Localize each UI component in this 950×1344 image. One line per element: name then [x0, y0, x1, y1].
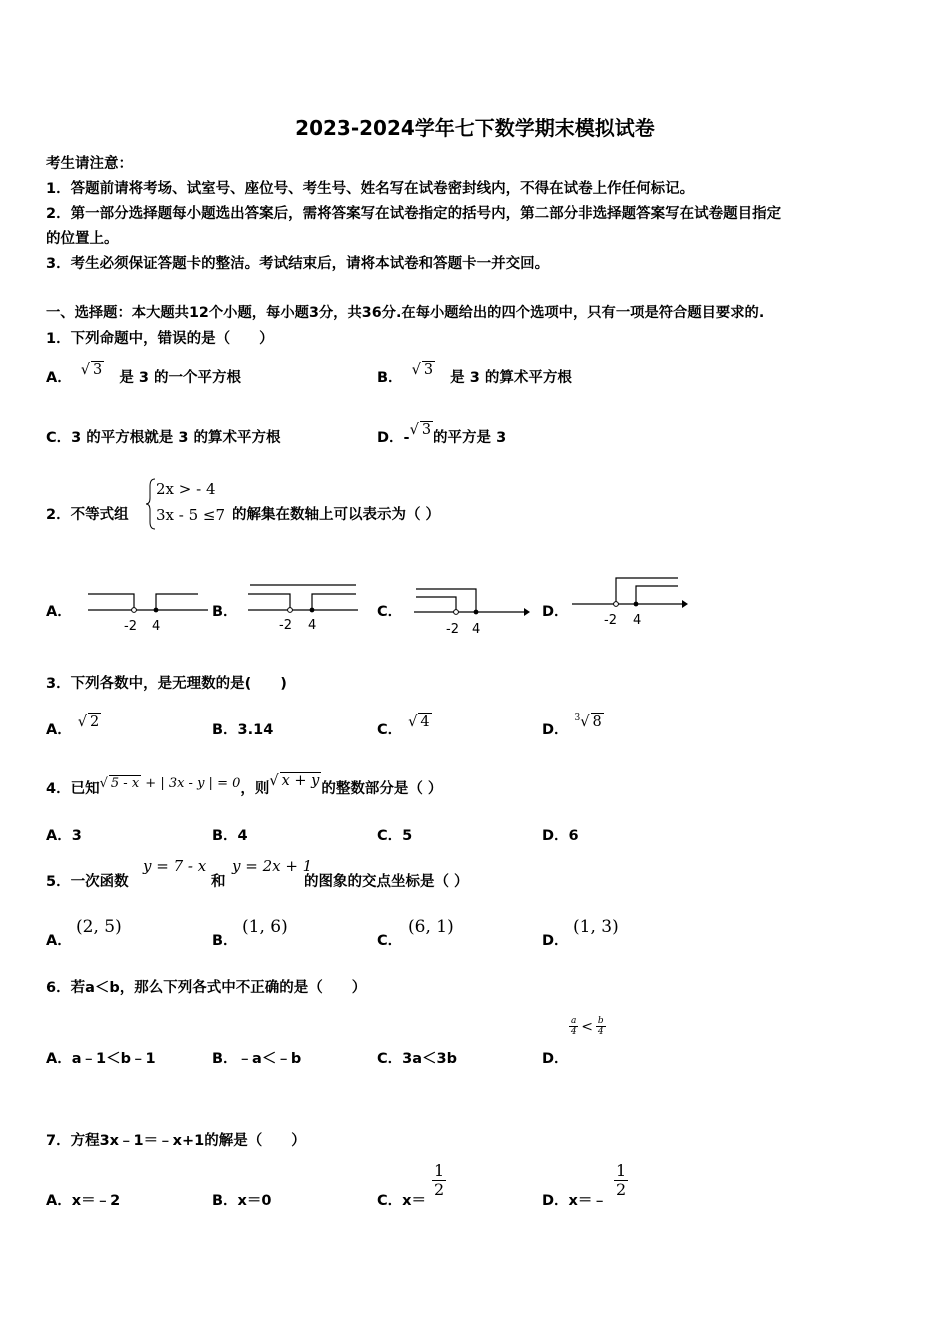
q4-stem-post: 的整数部分是（ ） [321, 781, 443, 797]
notice-item-2: 2．第一部分选择题每小题选出答案后，需将答案写在试卷指定的括号内，第二部分非选择题答案写在试卷题目指定 [46, 206, 782, 222]
q2-a-tick-left: -2 [124, 619, 137, 634]
q5-a-value: (2, 5) [76, 917, 122, 937]
q1-b-label: B． [377, 370, 403, 386]
q2-b-label: B． [212, 604, 238, 620]
notice-item-3: 3．考生必须保证答题卡的整洁。考试结束后，请将本试卷和答题卡一并交回。 [46, 256, 550, 272]
q3-option-b: B．3.14 [212, 722, 274, 738]
q5-c-label: C． [377, 933, 403, 949]
q5-function-1: y = 7 - x [143, 857, 207, 875]
q7-c-fraction [432, 1162, 446, 1200]
q7-d-label: D．x＝﹣ [542, 1193, 607, 1209]
q1-option-c: C．3 的平方根就是 3 的算术平方根 [46, 430, 281, 446]
section-header: 一、选择题：本大题共12个小题，每小题3分，共36分.在每小题给出的四个选项中，只有一项是符合题目要求的. [46, 305, 765, 321]
q3-d-label: D． [542, 722, 569, 738]
q2-b-tick-right: 4 [308, 618, 317, 633]
q7-c-den: 2 [434, 1180, 445, 1200]
q6-option-a: A．a﹣1＜b﹣1 [46, 1051, 156, 1067]
q1-option-a: A． √ 3 是 3 的一个平方根 [46, 362, 242, 386]
q1-a-label: A． [46, 370, 72, 386]
q6-d-den1: 4 [570, 1027, 577, 1038]
q7-option-b: B．x＝0 [212, 1193, 272, 1209]
q6-d-label: D． [542, 1051, 569, 1067]
q1-d-text: 的平方是 3 [433, 430, 507, 446]
q4-expr-radicand: x + y [281, 773, 320, 789]
q5-b-value: (1, 6) [242, 917, 288, 937]
q2-number-line-c [414, 586, 530, 638]
q4-option-c: C．5 [377, 828, 413, 844]
q4-stem: 4．已知√ 5 - x + | 3x - y | = 0，则√ x + y 的整数部分是（ ） [46, 773, 443, 797]
q7-stem: 7．方程3x﹣1＝﹣x+1的解是（ ） [46, 1133, 306, 1149]
q1-option-d: D．-√ 3 的平方是 3 [377, 422, 507, 446]
q1-d-label: D．- [377, 430, 410, 446]
q1-stem: 1．下列命题中，错误的是（ ） [46, 331, 274, 347]
q3-option-d: D．$^3$√ 8 [542, 713, 602, 738]
q5-d-label: D． [542, 933, 569, 949]
q2-c-label: C． [377, 604, 403, 620]
q2-system-brace [146, 478, 156, 530]
q3-c-label: C． [377, 722, 403, 738]
q2-number-line-a [88, 586, 210, 636]
q1-option-b: B． √ 3 是 3 的算术平方根 [377, 362, 572, 386]
notice-heading: 考生请注意： [46, 156, 133, 172]
q4-option-a: A．3 [46, 828, 82, 844]
q2-number-line-d [572, 574, 690, 630]
q4-mid: ，则 [240, 781, 270, 797]
q2-number-line-b [248, 582, 360, 636]
q5-stem-post: 的图象的交点坐标是（ ） [304, 874, 469, 890]
q7-c-label: C．x＝ [377, 1193, 426, 1209]
q4-cond-rest: + | 3x - y | = 0 [141, 776, 241, 791]
q2-a-tick-right: 4 [152, 619, 161, 634]
q7-d-fraction [614, 1162, 628, 1200]
q6-d-den2: 4 [597, 1027, 604, 1038]
q2-c-tick-right: 4 [472, 622, 481, 637]
q2-d-tick-right: 4 [633, 613, 642, 628]
q5-d-value: (1, 3) [573, 917, 619, 937]
q1-b-radicand: 3 [423, 362, 434, 378]
q7-option-a: A．x＝﹣2 [46, 1193, 121, 1209]
q6-d-num2: b [597, 1016, 604, 1026]
q2-c-tick-left: -2 [446, 622, 459, 637]
q3-c-radicand: 4 [420, 714, 430, 730]
q7-d-den: 2 [616, 1180, 627, 1200]
q3-stem: 3．下列各数中，是无理数的是( ) [46, 676, 287, 692]
q6-option-b: B．﹣a＜﹣b [212, 1051, 302, 1067]
q2-stem-pre: 2．不等式组 [46, 507, 129, 523]
q2-d-tick-left: -2 [604, 613, 617, 628]
q3-option-a: A． √ 2 [46, 714, 100, 738]
q7-d-num: 1 [616, 1161, 627, 1180]
q4-cond-radicand: 5 - x [110, 776, 140, 791]
q1-a-text: 是 3 的一个平方根 [119, 370, 242, 386]
q5-a-label: A． [46, 933, 72, 949]
q3-d-index: 3 [574, 713, 581, 724]
q4-option-d: D．6 [542, 828, 579, 844]
q5-function-2: y = 2x + 1 [232, 857, 313, 875]
q6-d-num1: a [571, 1016, 577, 1026]
q6-option-c: C．3a＜3b [377, 1051, 457, 1067]
q3-d-radicand: 8 [592, 714, 602, 730]
notice-item-2-cont: 的位置上。 [46, 231, 119, 247]
q3-option-c: C． √ 4 [377, 714, 430, 738]
q2-stem-post: 的解集在数轴上可以表示为（ ） [232, 507, 441, 523]
q2-d-label: D． [542, 604, 569, 620]
q2-system-line-2: 3x - 5 ≤7 [156, 506, 226, 524]
q5-b-label: B． [212, 933, 238, 949]
q3-a-radicand: 2 [89, 714, 100, 730]
notice-item-1: 1．答题前请将考场、试室号、座位号、考生号、姓名写在试卷密封线内，不得在试卷上作任何标记。 [46, 181, 695, 197]
q6-d-expression [569, 1016, 606, 1038]
q1-b-text: 是 3 的算术平方根 [450, 370, 572, 386]
q4-option-b: B．4 [212, 828, 248, 844]
q6-d-op: < [581, 1018, 593, 1035]
q1-a-radicand: 3 [93, 362, 103, 378]
q7-c-num: 1 [434, 1161, 445, 1180]
q2-a-label: A． [46, 604, 72, 620]
q1-d-radicand: 3 [421, 422, 432, 438]
q5-and: 和 [211, 874, 226, 890]
q5-stem-pre: 5．一次函数 [46, 874, 129, 890]
page-title: 2023-2024学年七下数学期末模拟试卷 [295, 116, 655, 140]
q5-c-value: (6, 1) [408, 917, 454, 937]
q6-stem: 6．若a＜b，那么下列各式中不正确的是（ ） [46, 980, 367, 996]
q3-a-label: A． [46, 722, 72, 738]
q2-b-tick-left: -2 [279, 618, 292, 633]
q4-stem-pre: 4．已知 [46, 781, 100, 797]
q2-system-line-1: 2x > - 4 [156, 480, 216, 498]
